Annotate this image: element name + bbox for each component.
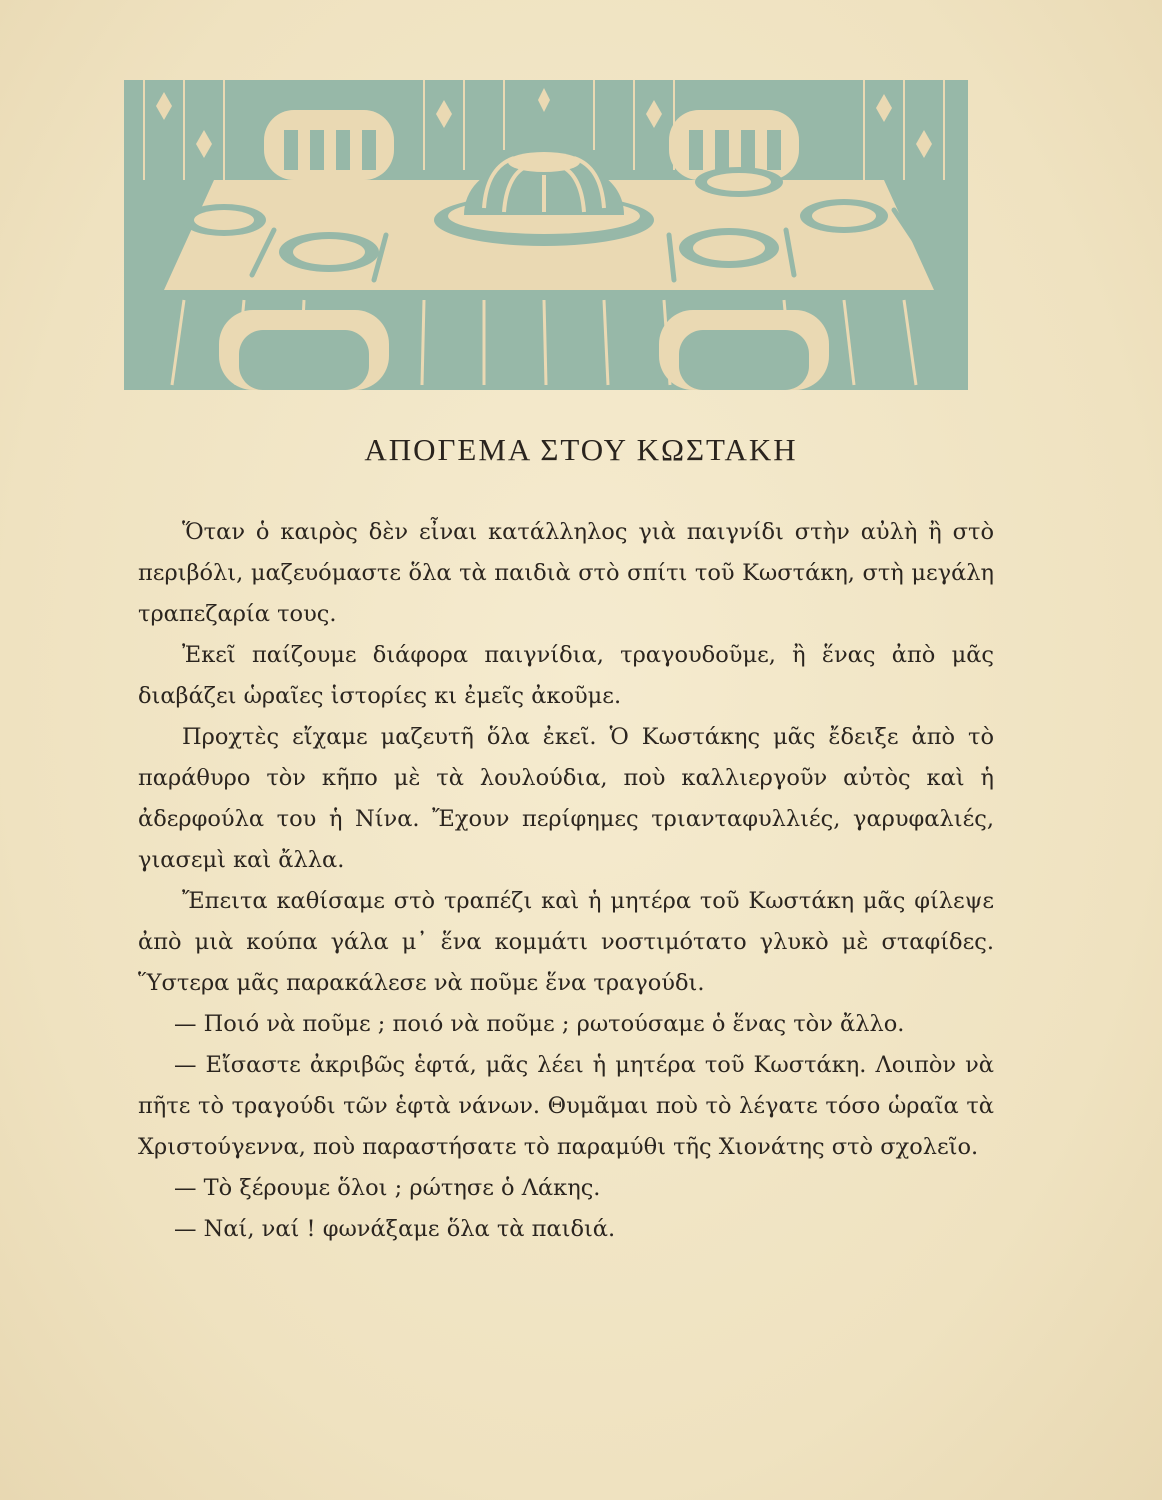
- paragraph: Ἐκεῖ παίζουμε διάφορα παιγνίδια, τραγουδοῦμε, ἢ ἕνας ἀπὸ μᾶς διαβάζει ὡραῖες ἱστορίες κι ἐμεῖς ἀκοῦμε.: [138, 642, 994, 709]
- story-title: ΑΠΟΓΕΜΑ ΣΤΟΥ ΚΩΣΤΑΚΗ: [364, 432, 798, 467]
- table-woodcut-illustration: [124, 80, 968, 390]
- dialog-line: — Τὸ ξέρουμε ὅλοι ; ρώτησε ὁ Λάκης.: [174, 1175, 601, 1201]
- paragraph: Προχτὲς εἴχαμε μαζευτῆ ὅλα ἐκεῖ. Ὁ Κωστάκης μᾶς ἔδειξε ἀπὸ τὸ παράθυρο τὸν κῆπο μὲ τὰ λουλούδια, ποὺ καλλιεργοῦν αὐτὸς καὶ ἡ ἀδερφούλα του ἡ Νίνα. Ἔχουν περίφημες τριανταφυλλιές, γαρυφαλιές, γιασεμὶ καὶ ἄλλα.: [138, 724, 994, 873]
- dialog-line: — Εἴσαστε ἀκριβῶς ἑφτά, μᾶς λέει ἡ μητέρα τοῦ Κωστάκη. Λοιπὸν νὰ πῆτε τὸ τραγούδι τῶν ἑφτὰ νάνων. Θυμᾶμαι ποὺ τὸ λέγατε τόσο ὡραῖα τὰ Χριστούγεννα, ποὺ παραστήσατε τὸ παραμύθι τῆς Χιονάτης στὸ σχολεῖο.: [138, 1052, 994, 1160]
- paragraph: Ὅταν ὁ καιρὸς δὲν εἶναι κατάλληλος γιὰ παιγνίδι στὴν αὐλὴ ἢ στὸ περιβόλι, μαζευόμαστε ὅλα τὰ παιδιὰ στὸ σπίτι τοῦ Κωστάκη, στὴ μεγάλη τραπεζαρία τους.: [138, 519, 994, 627]
- story-body: [138, 512, 994, 1250]
- paragraph: Ἔπειτα καθίσαμε στὸ τραπέζι καὶ ἡ μητέρα τοῦ Κωστάκη μᾶς φίλεψε ἀπὸ μιὰ κούπα γάλα μ᾽ ἕνα κομμάτι νοστιμότατο γλυκὸ μὲ σταφίδες. Ὕστερα μᾶς παρακάλεσε νὰ ποῦμε ἕνα τραγούδι.: [138, 888, 994, 996]
- dialog-line: — Ποιό νὰ ποῦμε ; ποιό νὰ ποῦμε ; ρωτούσαμε ὁ ἕνας τὸν ἄλλο.: [174, 1011, 905, 1037]
- dialog-line: — Ναί, ναί ! φωνάξαμε ὅλα τὰ παιδιά.: [174, 1216, 616, 1242]
